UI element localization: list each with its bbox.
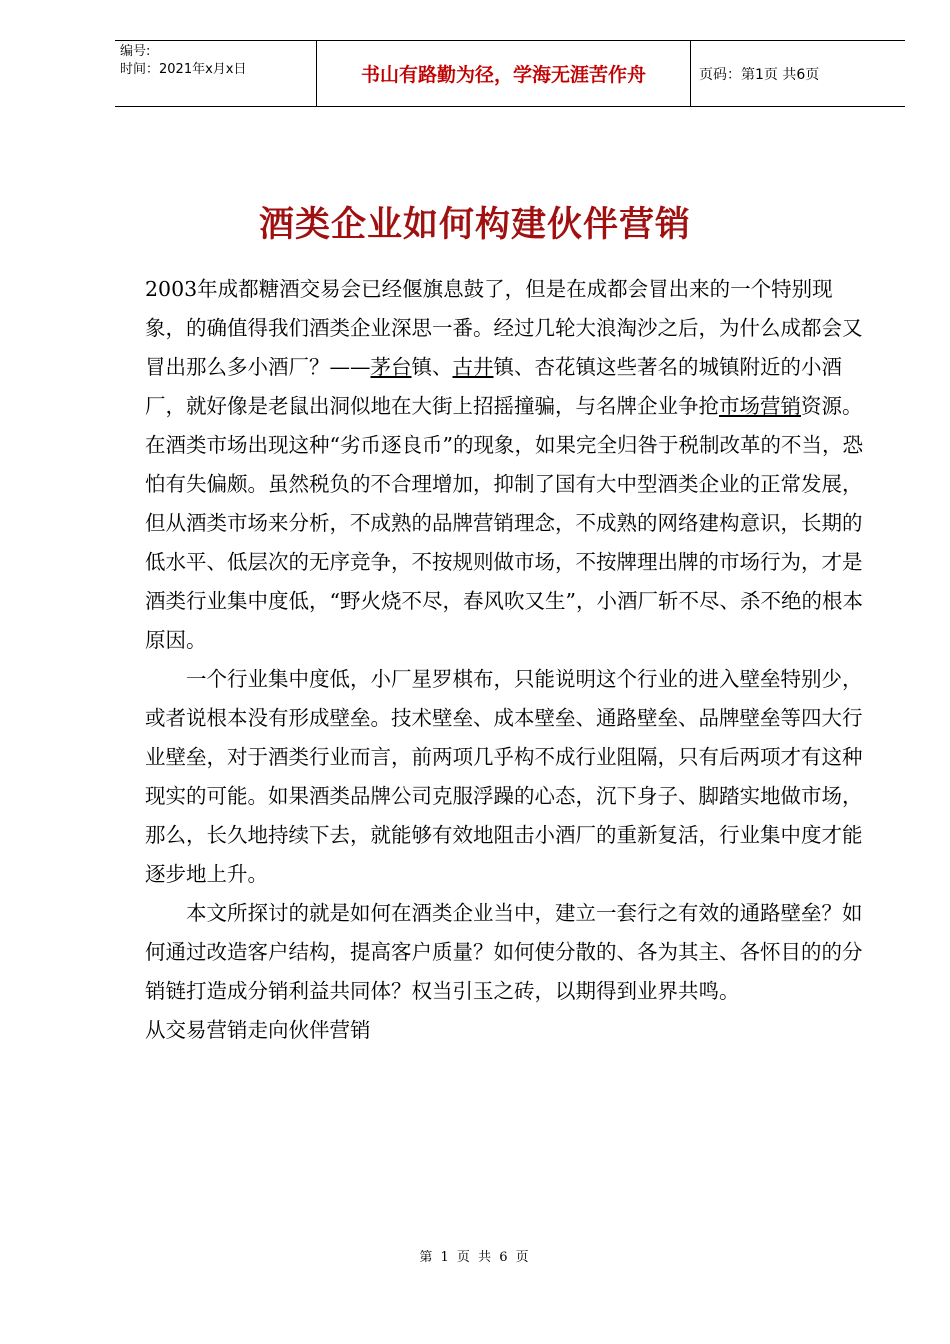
number-label: 编号:	[120, 44, 151, 59]
paragraph-1	[145, 270, 865, 426]
p1-text-b: 镇、	[411, 355, 453, 379]
link-marketing[interactable]: 市场营销	[719, 394, 801, 418]
link-gujing[interactable]: 古井	[452, 355, 494, 379]
paragraph-2: 在酒类市场出现这种“劣币逐良币”的现象，如果完全归咎于税制改革的不当，恐怕有失偏颇。虽然税负的不合理增加，抑制了国有大中型酒类企业的正常发展，但从酒类市场来分析，不成熟的品牌营销理念，不成熟的网络建构意识，长期的低水平、低层次的无序竞争，不按规则做市场，不按牌理出牌的市场行为，才是酒类行业集中度低，“野火烧不尽，春风吹又生”，小酒厂斩不尽、杀不绝的根本原因。	[145, 433, 863, 652]
header-table	[115, 40, 905, 107]
header-page-info: 页码：第1页 共6页	[699, 66, 820, 83]
paragraph-4: 本文所探讨的就是如何在酒类企业当中，建立一套行之有效的通路壁垒？如何通过改造客户结构，提高客户质量？如何使分散的、各为其主、各怀目的的分销链打造成分销利益共同体？权当引玉之砖，以期得到业界共鸣。	[145, 901, 863, 1003]
header-motto: 书山有路勤为径，学海无涯苦作舟	[317, 41, 691, 106]
p1-text-a: 2003年成都糖酒交易会已经偃旗息鼓了，但是在成都会冒出来的一个特别现象，的确值得我们酒类企业深思一番。经过几轮大浪淘沙之后，为什么成都会又冒出那么多小酒厂？——	[145, 277, 863, 379]
header-meta	[115, 41, 317, 106]
section-heading: 从交易营销走向伙伴营销	[145, 1018, 371, 1042]
article-body	[145, 270, 865, 1050]
page-footer: 第 1 页 共 6 页	[419, 1250, 531, 1265]
paragraph-3: 一个行业集中度低，小厂星罗棋布，只能说明这个行业的进入壁垒特别少，或者说根本没有形成壁垒。技术壁垒、成本壁垒、通路壁垒、品牌壁垒等四大行业壁垒，对于酒类行业而言，前两项几乎构不成行业阻隔，只有后两项才有这种现实的可能。如果酒类品牌公司克服浮躁的心态，沉下身子、脚踏实地做市场，那么，长久地持续下去，就能够有效地阻击小酒厂的重新复活，行业集中度才能逐步地上升。	[145, 667, 863, 886]
time-label: 时间：2021年x月x日	[120, 62, 247, 77]
p1-text-c: 镇、杏花镇这些著名的城镇附近的小酒厂，就好像是老鼠出洞似地在大街上招摇撞骗，与名牌企业争抢	[145, 355, 842, 418]
page-title: 酒类企业如何构建伙伴营销	[258, 204, 691, 245]
link-maotai[interactable]: 茅台	[370, 355, 412, 379]
p1-text-d: 资源。	[801, 394, 863, 418]
